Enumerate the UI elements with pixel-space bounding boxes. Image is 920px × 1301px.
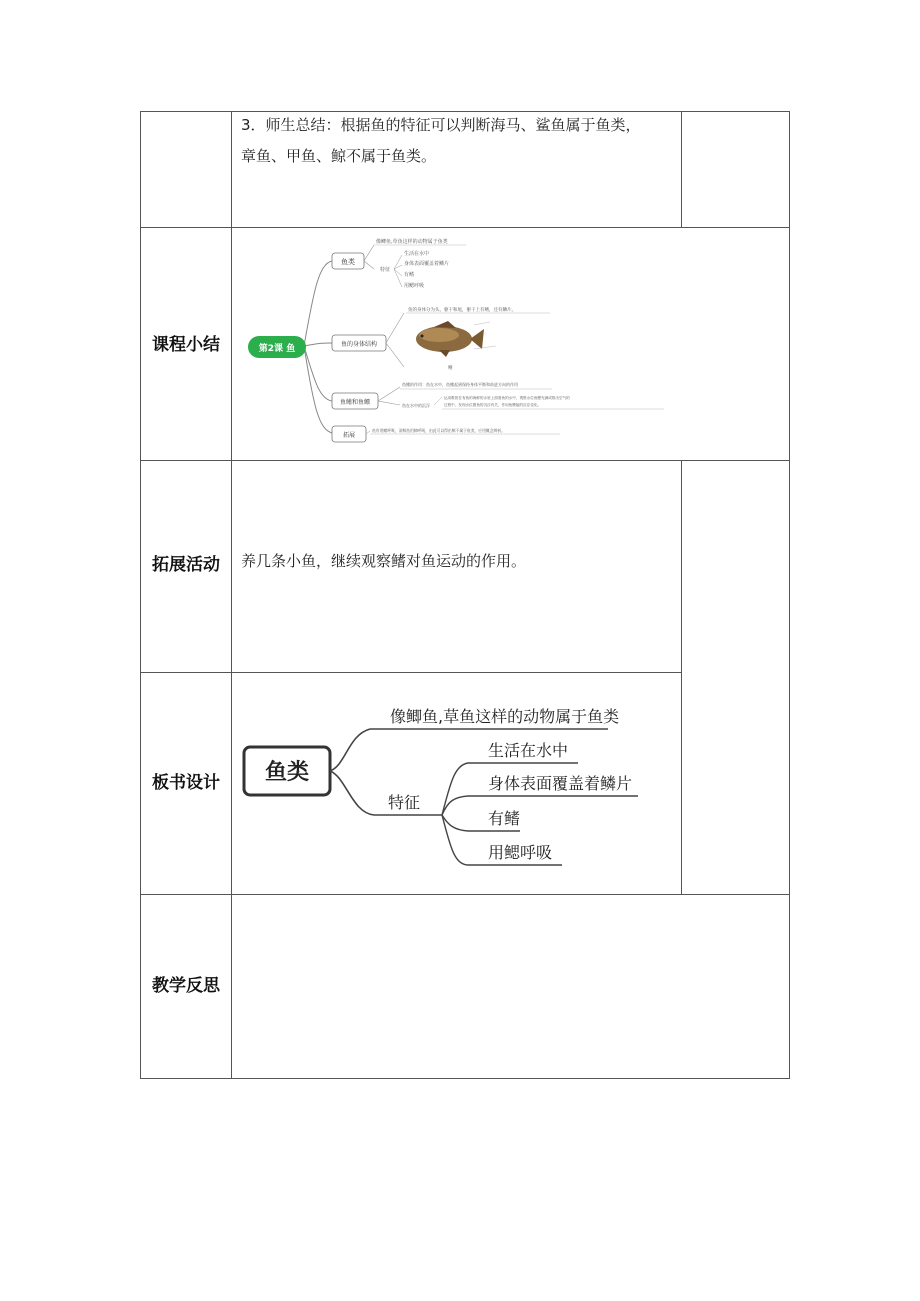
mindmap-feature-4: 用鳃呼吸 [404,283,425,289]
extension-text: 养几条小鱼，继续观察鳍对鱼运动的作用。 [241,552,527,570]
lesson-mindmap [234,229,678,457]
board-feature-3: 有鳍 [488,809,521,828]
mindmap-fins-desc: 鱼鳍的作用：鱼在水中，鱼鳍起到保持身体平衡和前进方向的作用 [402,382,518,387]
mindmap-body-desc: 鱼的身体分为头、躯干和尾，躯干上有鳍，还有鳞片。 [408,308,516,313]
board-feature-4: 用鳃呼吸 [488,843,553,862]
board-design-mindmap [234,675,674,891]
board-root-text: 鱼类 [264,760,310,785]
mindmap-root-text: 第2课 鱼 [258,344,296,354]
reflection-label: 教学反思 [152,976,220,996]
mindmap-bladder-desc-2: 过程中，发现水位跟鱼的沉浮有关，作用鱼鳔能的沉浮变化。 [444,403,542,407]
mindmap-bladder-desc-1: 运用吸管在有鱼的海鲜的水里上面看鱼的水中，观察水位鱼鳔充满或排出空气的 [444,396,570,400]
mindmap-fish-class: 鱼类 [341,258,355,266]
mindmap-expand: 拓展 [342,432,356,439]
mindmap-feature: 特征 [380,267,391,273]
summary-text-line1: 3．师生总结：根据鱼的特征可以判断海马、鲨鱼属于鱼类， [241,116,641,134]
lesson-summary-label: 课程小结 [152,335,220,355]
mindmap-fish-class-desc: 像鲫鱼,草鱼这样的动物属于鱼类 [376,239,448,245]
mindmap-feature-2: 身体表面覆盖着鳞片 [404,261,450,267]
board-branch-top: 像鲫鱼,草鱼这样的动物属于鱼类 [390,707,620,726]
extension-label: 拓展活动 [152,555,220,575]
mindmap-body-structure: 鱼的身体结构 [340,341,378,348]
mindmap-fins: 鱼鳍和鱼鳔 [339,399,371,406]
board-feature-1: 生活在水中 [488,741,569,760]
mindmap-bladder: 鱼在水中的沉浮 [402,403,430,408]
mindmap-expand-desc: 鱼有用鳃呼吸，而鲸鱼用肺呼吸，由此可以得出鲸不属于鱼类，应用概念辨析。 [372,428,505,433]
mindmap-feature-3: 有鳍 [404,272,415,278]
board-design-label: 板书设计 [152,773,220,793]
board-branch-feature: 特征 [388,793,421,812]
mindmap-fish-caption: 鳍 [448,366,453,371]
fish-illustration [416,321,484,357]
board-feature-2: 身体表面覆盖着鳞片 [488,774,633,793]
mindmap-feature-1: 生活在水中 [404,251,430,257]
summary-text-line2: 章鱼、甲鱼、鲸不属于鱼类。 [241,147,437,165]
